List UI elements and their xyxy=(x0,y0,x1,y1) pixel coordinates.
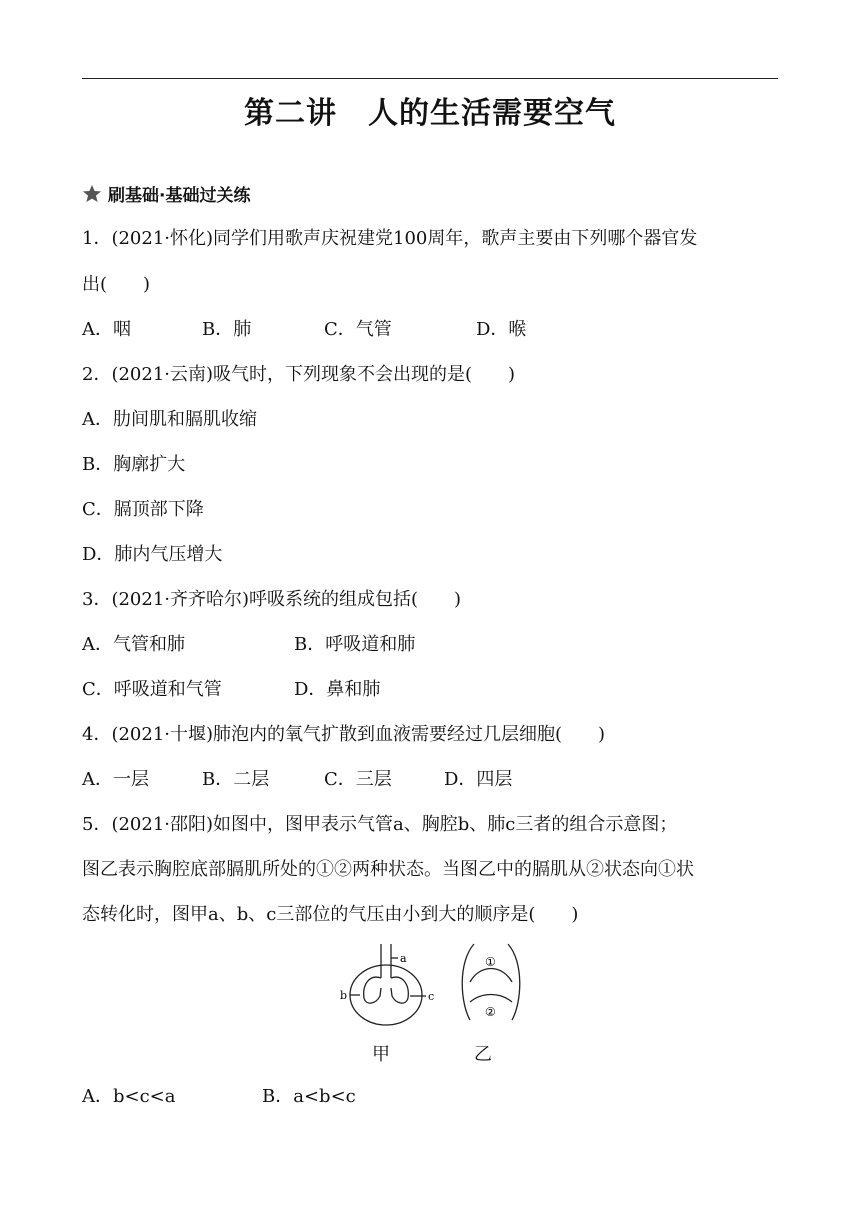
chest-wall-left xyxy=(462,944,474,1020)
q5-stem-line3: 态转化时，图甲a、b、c三部位的气压由小到大的顺序是( ) xyxy=(82,904,579,925)
q2-stem: 2．(2021·云南)吸气时，下列现象不会出现的是( ) xyxy=(82,364,516,385)
header-rule xyxy=(82,78,778,79)
q1-option-d: D．喉 xyxy=(476,319,527,340)
q3-stem: 3．(2021·齐齐哈尔)呼吸系统的组成包括( ) xyxy=(82,589,462,610)
q4-option-d: D．四层 xyxy=(444,769,513,790)
q3-option-d: D．鼻和肺 xyxy=(294,679,381,700)
thorax-outline xyxy=(350,965,422,1025)
figure-caption-jia: 甲 xyxy=(372,1044,390,1065)
q3-option-a: A．气管和肺 xyxy=(82,634,185,655)
page-title: 第二讲 人的生活需要空气 xyxy=(244,96,616,131)
q2-option-a: A．肋间肌和膈肌收缩 xyxy=(82,409,257,430)
diaphragm-state-1 xyxy=(470,969,512,983)
q4-stem: 4．(2021·十堰)肺泡内的氧气扩散到血液需要经过几层细胞( ) xyxy=(82,724,606,745)
label-a: a xyxy=(400,952,407,965)
section-heading xyxy=(82,181,250,206)
chest-wall-right xyxy=(508,944,520,1020)
star-icon xyxy=(82,184,102,204)
q1-option-a: A．咽 xyxy=(82,319,131,340)
section-label: 刷基础·基础过关练 xyxy=(108,186,251,206)
q1-option-c: C．气管 xyxy=(324,319,392,340)
figure-caption-yi: 乙 xyxy=(474,1044,492,1065)
q5-option-b: B．a<b<c xyxy=(262,1086,356,1107)
lungs xyxy=(364,977,409,1003)
q3-option-b: B．呼吸道和肺 xyxy=(294,634,416,655)
q5-stem-line1: 5．(2021·邵阳)如图中，图甲表示气管a、胸腔b、肺c三者的组合示意图； xyxy=(82,814,678,835)
label-c: c xyxy=(428,990,435,1003)
q1-stem-line1: 1．(2021·怀化)同学们用歌声庆祝建党100周年，歌声主要由下列哪个器官发 xyxy=(82,228,698,249)
q3-option-c: C．呼吸道和气管 xyxy=(82,679,222,700)
q2-option-b: B．胸廓扩大 xyxy=(82,454,186,475)
q2-option-c: C．膈顶部下降 xyxy=(82,499,204,520)
state-1-label: ① xyxy=(485,955,496,969)
label-b: b xyxy=(340,989,348,1002)
q4-option-b: B．二层 xyxy=(202,769,270,790)
q2-option-d: D．肺内气压增大 xyxy=(82,544,223,565)
q4-option-a: A．一层 xyxy=(82,769,149,790)
q1-option-b: B．肺 xyxy=(202,319,252,340)
q5-figure xyxy=(336,940,526,1030)
q4-option-c: C．三层 xyxy=(324,769,392,790)
trachea xyxy=(381,944,391,978)
figure-jia-diagram xyxy=(350,944,426,1025)
q1-stem-line2: 出( ) xyxy=(82,274,151,295)
q5-stem-line2: 图乙表示胸腔底部膈肌所处的①②两种状态。当图乙中的膈肌从②状态向①状 xyxy=(82,859,694,880)
state-2-label: ② xyxy=(485,1005,496,1019)
q5-option-a: A．b<c<a xyxy=(82,1086,176,1107)
diaphragm-state-2 xyxy=(470,995,512,1003)
